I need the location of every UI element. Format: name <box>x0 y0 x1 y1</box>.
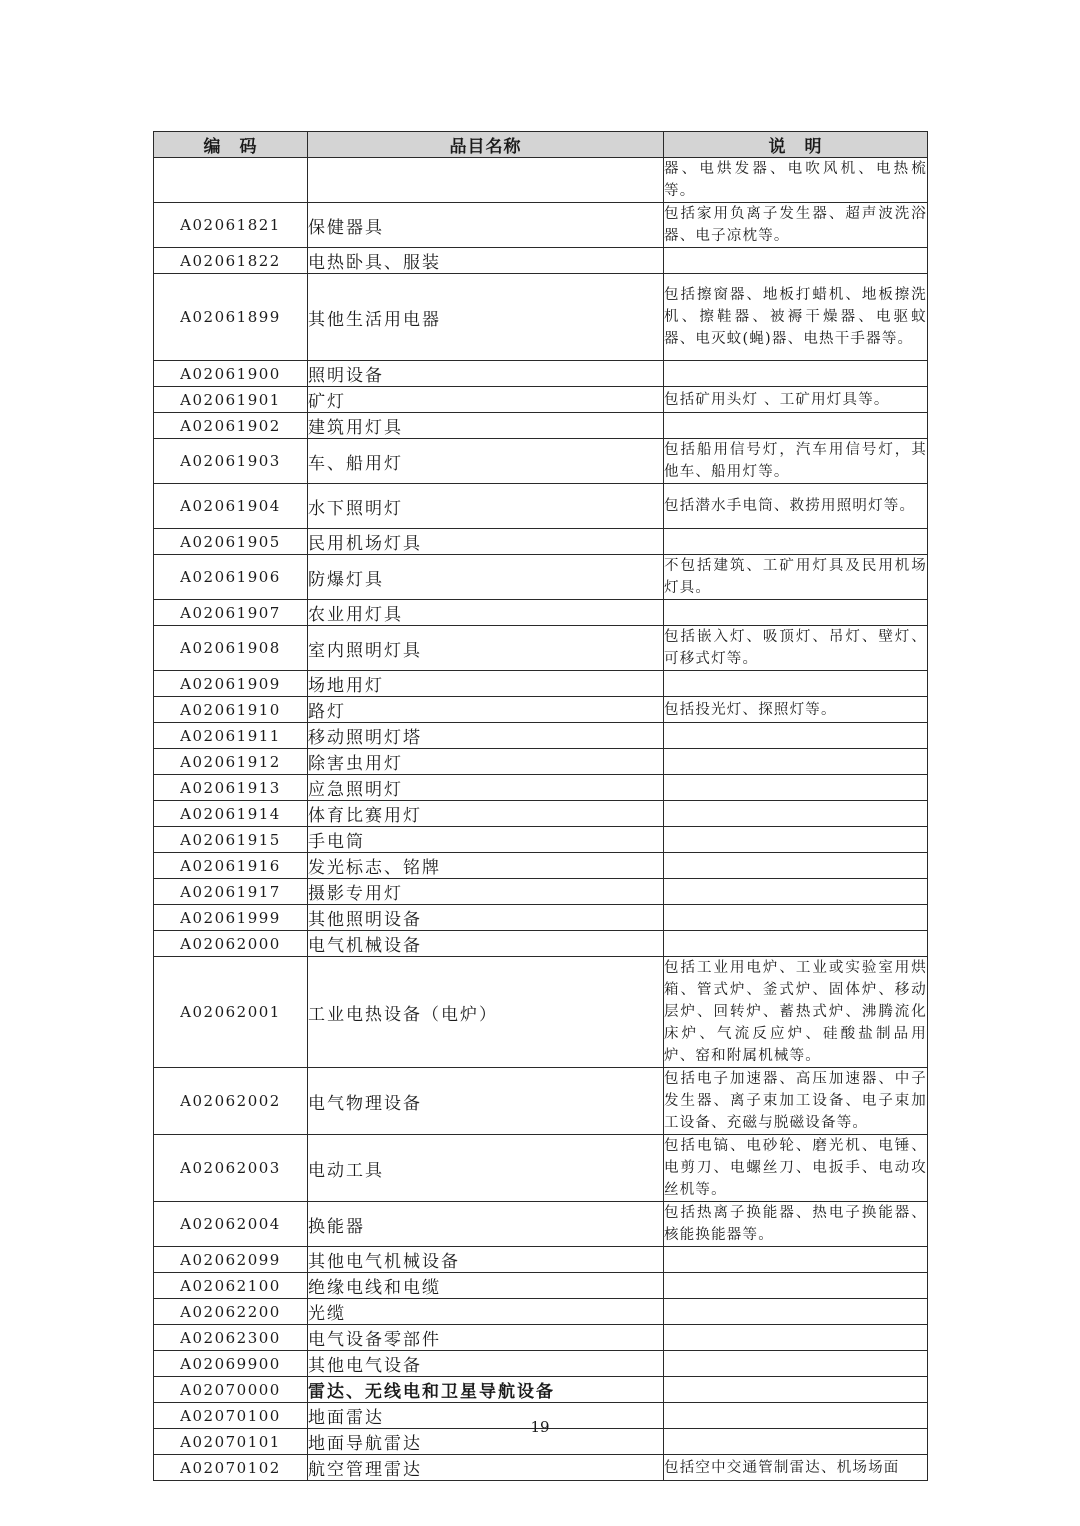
item-description: 不包括建筑、工矿用灯具及民用机场灯具。 <box>664 555 928 600</box>
item-name: 移动照明灯塔 <box>308 723 664 749</box>
item-description: 包括空中交通管制雷达、机场场面 <box>664 1455 928 1481</box>
item-name: 光缆 <box>308 1299 664 1325</box>
item-code: A02061911 <box>154 723 308 749</box>
item-name: 工业电热设备（电炉） <box>308 957 664 1068</box>
table-row <box>154 626 928 671</box>
table-row <box>154 697 928 723</box>
item-name: 农业用灯具 <box>308 600 664 626</box>
item-code: A02062001 <box>154 957 308 1068</box>
item-description <box>664 801 928 827</box>
table-row <box>154 723 928 749</box>
item-code: A02061822 <box>154 248 308 274</box>
item-name: 电动工具 <box>308 1135 664 1202</box>
column-header-code: 编 码 <box>154 132 308 158</box>
item-code: A02070000 <box>154 1377 308 1403</box>
table-row <box>154 1299 928 1325</box>
table-row <box>154 957 928 1068</box>
item-name: 电气物理设备 <box>308 1068 664 1135</box>
item-description <box>664 1377 928 1403</box>
item-name: 航空管理雷达 <box>308 1455 664 1481</box>
item-code: A02062100 <box>154 1273 308 1299</box>
item-code: A02062000 <box>154 931 308 957</box>
table-row <box>154 879 928 905</box>
table-body <box>154 158 928 1481</box>
item-name: 照明设备 <box>308 361 664 387</box>
table-row <box>154 484 928 529</box>
table-row <box>154 1455 928 1481</box>
item-description <box>664 529 928 555</box>
item-code: A02061999 <box>154 905 308 931</box>
item-name: 电气设备零部件 <box>308 1325 664 1351</box>
item-code: A02061917 <box>154 879 308 905</box>
table-row <box>154 801 928 827</box>
item-description <box>664 853 928 879</box>
table-row <box>154 439 928 484</box>
item-code: A02061912 <box>154 749 308 775</box>
item-description: 包括擦窗器、地板打蜡机、地板擦洗机、擦鞋器、被褥干燥器、电驱蚊器、电灭蚊(蝇)器、电热干手器等。 <box>664 274 928 361</box>
item-code: A02061913 <box>154 775 308 801</box>
item-name: 电热卧具、服装 <box>308 248 664 274</box>
table-row <box>154 827 928 853</box>
item-code: A02062099 <box>154 1247 308 1273</box>
table-row <box>154 931 928 957</box>
item-name: 其他生活用电器 <box>308 274 664 361</box>
table-row <box>154 905 928 931</box>
item-name: 其他电气设备 <box>308 1351 664 1377</box>
column-header-name: 品目名称 <box>308 132 664 158</box>
item-description: 包括投光灯、探照灯等。 <box>664 697 928 723</box>
item-description <box>664 248 928 274</box>
table-row <box>154 248 928 274</box>
item-name: 保健器具 <box>308 203 664 248</box>
table-row <box>154 1377 928 1403</box>
table-row <box>154 1273 928 1299</box>
item-code: A02062300 <box>154 1325 308 1351</box>
item-description: 包括潜水手电筒、救捞用照明灯等。 <box>664 484 928 529</box>
table-row <box>154 274 928 361</box>
item-description <box>664 1299 928 1325</box>
item-name: 车、船用灯 <box>308 439 664 484</box>
table-row <box>154 1351 928 1377</box>
item-name: 路灯 <box>308 697 664 723</box>
item-code: A02061905 <box>154 529 308 555</box>
item-code: A02061914 <box>154 801 308 827</box>
table-row <box>154 1068 928 1135</box>
item-description <box>664 749 928 775</box>
item-code: A02069900 <box>154 1351 308 1377</box>
header-row <box>154 132 928 158</box>
item-code: A02061903 <box>154 439 308 484</box>
item-code: A02061902 <box>154 413 308 439</box>
catalog-table <box>153 131 928 1481</box>
item-code: A02061906 <box>154 555 308 600</box>
item-code: A02061900 <box>154 361 308 387</box>
item-name: 民用机场灯具 <box>308 529 664 555</box>
item-name: 其他电气机械设备 <box>308 1247 664 1273</box>
item-name: 体育比赛用灯 <box>308 801 664 827</box>
item-name: 摄影专用灯 <box>308 879 664 905</box>
item-code: A02062200 <box>154 1299 308 1325</box>
item-description <box>664 361 928 387</box>
item-name: 室内照明灯具 <box>308 626 664 671</box>
table-row <box>154 600 928 626</box>
item-name: 场地用灯 <box>308 671 664 697</box>
item-code <box>154 158 308 203</box>
item-description <box>664 723 928 749</box>
table-row <box>154 1325 928 1351</box>
table-row <box>154 853 928 879</box>
item-name: 手电筒 <box>308 827 664 853</box>
item-description: 包括嵌入灯、吸顶灯、吊灯、壁灯、可移式灯等。 <box>664 626 928 671</box>
item-name <box>308 158 664 203</box>
item-description <box>664 1273 928 1299</box>
item-name: 其他照明设备 <box>308 905 664 931</box>
item-code: A02061916 <box>154 853 308 879</box>
item-description <box>664 931 928 957</box>
item-code: A02061915 <box>154 827 308 853</box>
item-description: 包括电子加速器、高压加速器、中子发生器、离子束加工设备、电子束加工设备、充磁与脱磁设备等。 <box>664 1068 928 1135</box>
table-row <box>154 671 928 697</box>
item-name: 地面雷达 <box>308 1403 664 1429</box>
item-name: 雷达、无线电和卫星导航设备 <box>308 1377 664 1403</box>
item-code: A02061904 <box>154 484 308 529</box>
item-description: 包括工业用电炉、工业或实验室用烘箱、管式炉、釜式炉、固体炉、移动层炉、回转炉、蓄热式炉、沸腾流化床炉、气流反应炉、硅酸盐制品用炉、窑和附属机械等。 <box>664 957 928 1068</box>
item-name: 发光标志、铭牌 <box>308 853 664 879</box>
item-description: 包括电镐、电砂轮、磨光机、电锤、电剪刀、电螺丝刀、电扳手、电动攻丝机等。 <box>664 1135 928 1202</box>
item-code: A02070101 <box>154 1429 308 1455</box>
table-row <box>154 1135 928 1202</box>
item-name: 电气机械设备 <box>308 931 664 957</box>
item-description <box>664 1351 928 1377</box>
item-name: 换能器 <box>308 1202 664 1247</box>
table-row <box>154 749 928 775</box>
item-name: 除害虫用灯 <box>308 749 664 775</box>
item-code: A02070100 <box>154 1403 308 1429</box>
item-code: A02062004 <box>154 1202 308 1247</box>
item-code: A02061910 <box>154 697 308 723</box>
item-description <box>664 600 928 626</box>
item-name: 绝缘电线和电缆 <box>308 1273 664 1299</box>
table-row <box>154 361 928 387</box>
item-description <box>664 775 928 801</box>
item-code: A02061899 <box>154 274 308 361</box>
item-description <box>664 827 928 853</box>
item-code: A02061821 <box>154 203 308 248</box>
table-row <box>154 1247 928 1273</box>
item-description: 包括矿用头灯 、工矿用灯具等。 <box>664 387 928 413</box>
table-row <box>154 775 928 801</box>
item-description <box>664 671 928 697</box>
table-row <box>154 529 928 555</box>
item-description <box>664 413 928 439</box>
page-number: 19 <box>530 1418 550 1436</box>
item-description <box>664 905 928 931</box>
item-description: 包括家用负离子发生器、超声波洗浴器、电子凉枕等。 <box>664 203 928 248</box>
item-name: 地面导航雷达 <box>308 1429 664 1455</box>
item-code: A02061908 <box>154 626 308 671</box>
table-row <box>154 1202 928 1247</box>
item-code: A02062002 <box>154 1068 308 1135</box>
item-code: A02061909 <box>154 671 308 697</box>
item-code: A02061907 <box>154 600 308 626</box>
item-description <box>664 879 928 905</box>
column-header-description: 说 明 <box>664 132 928 158</box>
table-row <box>154 203 928 248</box>
item-description: 包括船用信号灯，汽车用信号灯，其他车、船用灯等。 <box>664 439 928 484</box>
table-row <box>154 555 928 600</box>
item-description: 包括热离子换能器、热电子换能器、核能换能器等。 <box>664 1202 928 1247</box>
item-code: A02062003 <box>154 1135 308 1202</box>
item-name: 应急照明灯 <box>308 775 664 801</box>
table-row <box>154 158 928 203</box>
item-description: 器、电烘发器、电吹风机、电热梳等。 <box>664 158 928 203</box>
item-code: A02061901 <box>154 387 308 413</box>
table-row <box>154 413 928 439</box>
item-name: 水下照明灯 <box>308 484 664 529</box>
table-row <box>154 387 928 413</box>
item-name: 建筑用灯具 <box>308 413 664 439</box>
item-description <box>664 1247 928 1273</box>
item-code: A02070102 <box>154 1455 308 1481</box>
item-description <box>664 1325 928 1351</box>
item-name: 矿灯 <box>308 387 664 413</box>
item-name: 防爆灯具 <box>308 555 664 600</box>
